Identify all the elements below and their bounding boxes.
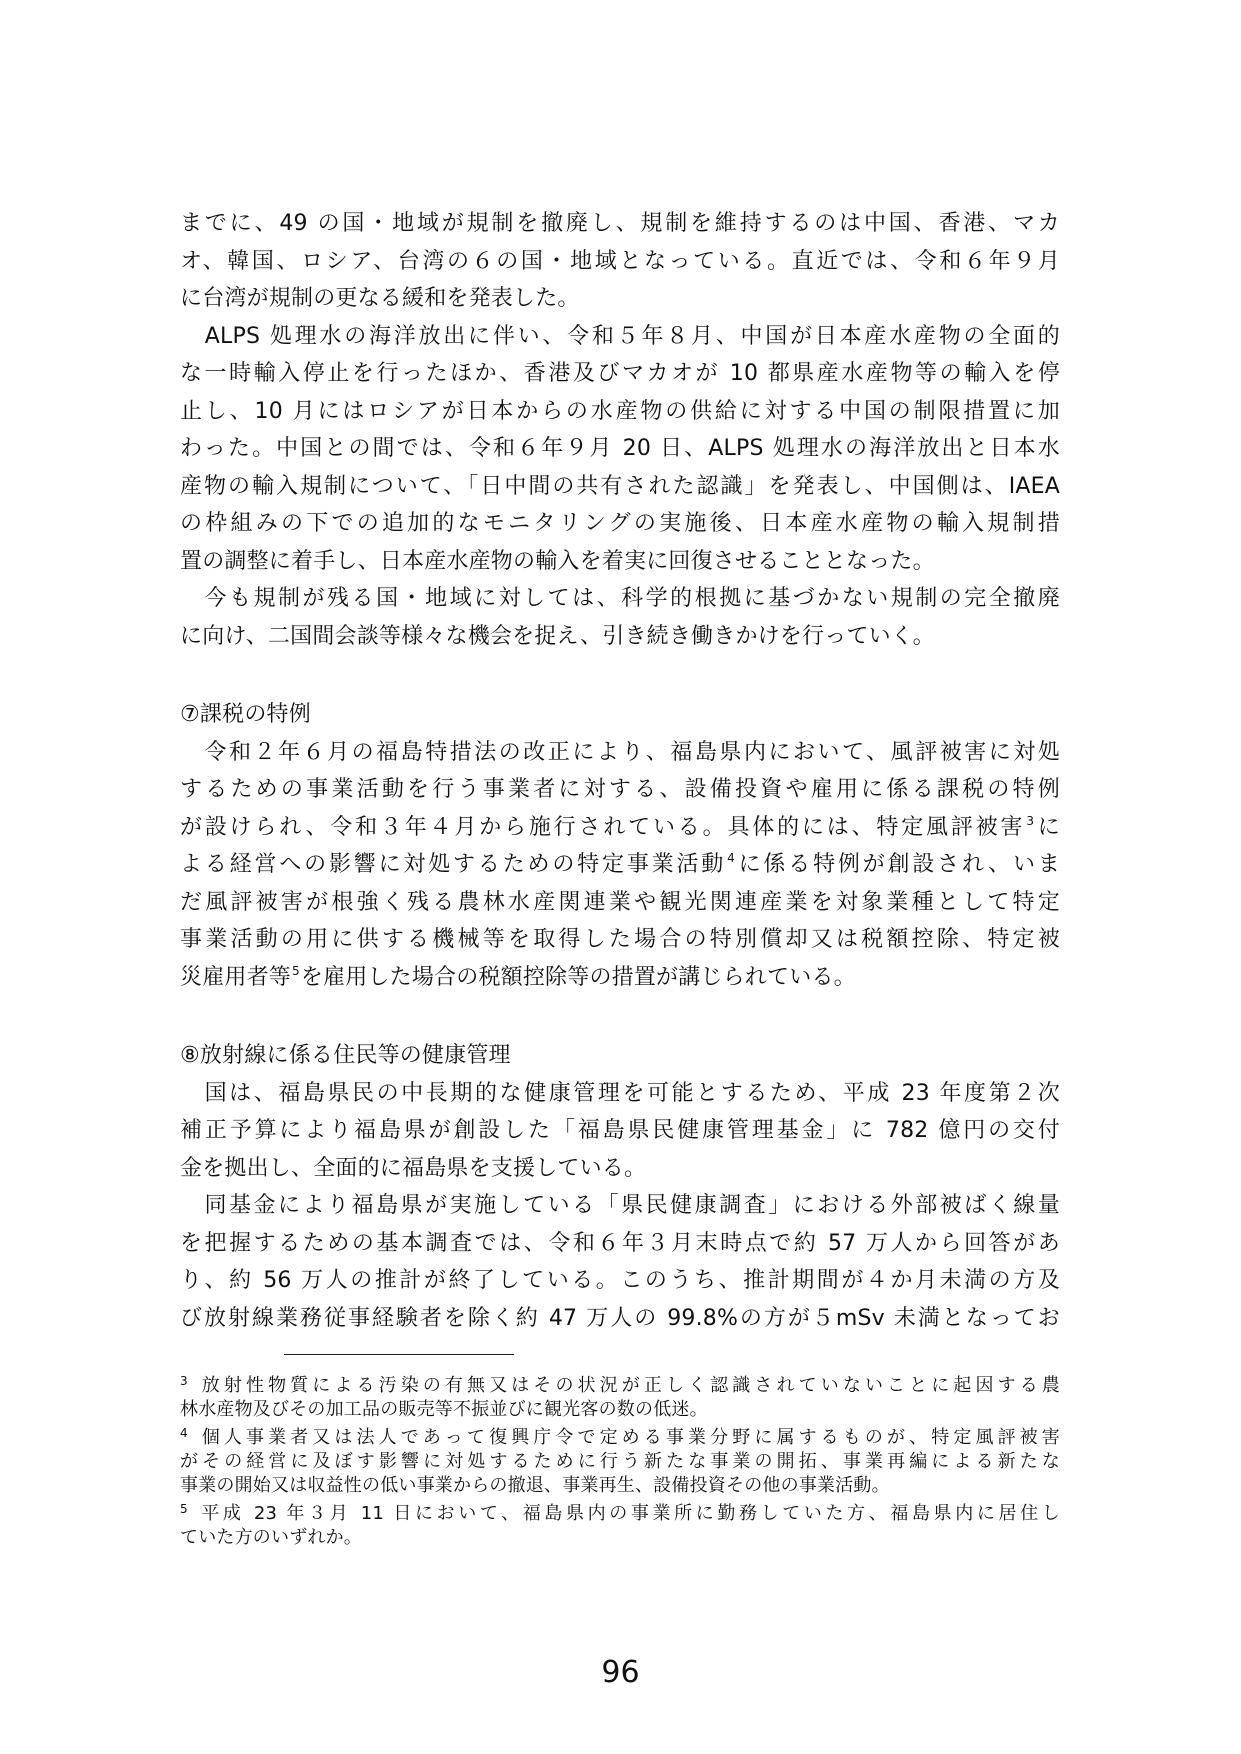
footnote-5 (180, 1502, 1060, 1550)
text-line: 補正予算により福島県が創設した「福島県民健康管理基金」に 782 億円の交付 (180, 1118, 1060, 1143)
section-heading-7: ⑦課税の特例 (180, 702, 311, 727)
text-line: な一時輸入停止を行ったほか、香港及びマカオが 10 都県産水産物等の輸入を停 (180, 361, 1060, 386)
text-line: 金を拠出し、全面的に福島県を支援している。 (180, 1155, 647, 1181)
text-line: わった。中国との間では、令和６年９月 20 日、ALPS 処理水の海洋放出と日本水 (180, 436, 1060, 461)
footnote-line (180, 1426, 1060, 1450)
text-line: 置の調整に着手し、日本産水産物の輸入を着実に回復させることとなった。 (180, 548, 935, 574)
text-line: を把握するための基本調査では、令和６年３月末時点で約 57 万人から回答があ (180, 1230, 1060, 1256)
footnote-line: がその経営に及ぼす影響に対処するために行う新たな事業の開拓、事業再編による新たな (180, 1451, 1060, 1472)
footnote-line: 事業の開始又は収益性の低い事業からの撤退、事業再生、設備投資その他の事業活動。 (180, 1475, 890, 1496)
text-line: 止し、10 月にはロシアが日本からの水産物の供給に対する中国の制限措置に加 (180, 398, 1060, 424)
text-line: するための事業活動を行う事業者に対する、設備投資や雇用に係る課税の特例 (180, 777, 1060, 802)
text-line: までに、49 の国・地域が規制を撤廃し、規制を維持するのは中国、香港、マカ (180, 211, 1060, 236)
text-run: に係る特例が創設され、いま (735, 852, 1060, 877)
main-text (180, 205, 1060, 1337)
footnote-text: 平成 23 年３月 11 日において、福島県内の事業所に勤務していた方、福島県内に居住し (197, 1503, 1060, 1524)
footnote-4 (180, 1426, 1060, 1498)
text-line: に台湾が規制の更なる緩和を発表した。 (180, 286, 580, 311)
text-run: よる経営への影響に対処するための特定事業活動 (180, 852, 727, 877)
footnote-text: 個人事業者又は法人であって復興庁令で定める事業分野に属するものが、特定風評被害 (197, 1427, 1060, 1448)
text-line: 産物の輸入規制について、「日中間の共有された認識」を発表し、中国側は、IAEA (180, 473, 1060, 499)
text-run: に (1035, 814, 1060, 840)
footnote-line (180, 1502, 1060, 1526)
text-line: だ風評被害が根強く残る農林水産関連業や観光関連産業を対象業種として特定 (180, 889, 1060, 915)
footnote-line (180, 1374, 1060, 1398)
text-line: 今も規制が残る国・地域に対しては、科学的根拠に基づかない規制の完全撤廃 (180, 586, 1060, 611)
text-line: 事業活動の用に供する機械等を取得した場合の特別償却又は税額控除、特定被 (180, 927, 1060, 952)
text-run: が設けられ、令和３年４月から施行されている。具体的には、特定風評被害 (180, 814, 1026, 840)
footnote-text: 放射性物質による汚染の有無又はその状況が正しく認識されていないことに起因する農 (197, 1375, 1060, 1396)
footnote-divider (284, 1354, 514, 1355)
text-line: 国は、福島県民の中長期的な健康管理を可能とするため、平成 23 年度第２次 (180, 1080, 1060, 1106)
text-line: ALPS 処理水の海洋放出に伴い、令和５年８月、中国が日本産水産物の全面的 (180, 323, 1060, 349)
footnote-ref: 5 (292, 963, 300, 978)
footnote-number: 4 (180, 1426, 188, 1440)
footnote-number: 5 (180, 1502, 188, 1516)
text-line (180, 846, 1060, 884)
footnote-ref: 3 (1026, 813, 1035, 828)
text-line: り、約 56 万人の推計が終了している。このうち、推計期間が４か月未満の方及 (180, 1268, 1060, 1293)
text-line: 同基金により福島県が実施している「県民健康調査」における外部被ばく線量 (180, 1193, 1060, 1218)
text-line: 令和２年６月の福島特措法の改正により、福島県内において、風評被害に対処 (180, 739, 1060, 765)
text-line: の枠組みの下での追加的なモニタリングの実施後、日本産水産物の輸入規制措 (180, 511, 1060, 536)
text-line (180, 959, 1060, 997)
footnote-line: ていた方のいずれか。 (180, 1527, 362, 1548)
footnote-line: 林水産物及びその加工品の販売等不振並びに観光客の数の低迷。 (180, 1399, 708, 1420)
text-line: オ、韓国、ロシア、台湾の６の国・地域となっている。直近では、令和６年９月 (180, 248, 1060, 274)
text-line: に向け、二国間会談等様々な機会を捉え、引き続き働きかけを行っていく。 (180, 623, 935, 649)
footnote-number: 3 (180, 1374, 188, 1388)
text-line: び放射線業務従事経験者を除く約 47 万人の 99.8%の方が５mSv 未満となってお (180, 1305, 1060, 1331)
page-number: 96 (601, 1655, 640, 1690)
text-line (180, 809, 1060, 847)
text-run: を雇用した場合の税額控除等の措置が講じられている。 (300, 964, 856, 990)
footnotes (180, 1374, 1060, 1554)
footnote-ref: 4 (727, 851, 735, 865)
text-run: 災雇用者等 (180, 964, 292, 990)
section-heading-8: ⑧放射線に係る住民等の健康管理 (180, 1043, 511, 1068)
footnote-3 (180, 1374, 1060, 1422)
